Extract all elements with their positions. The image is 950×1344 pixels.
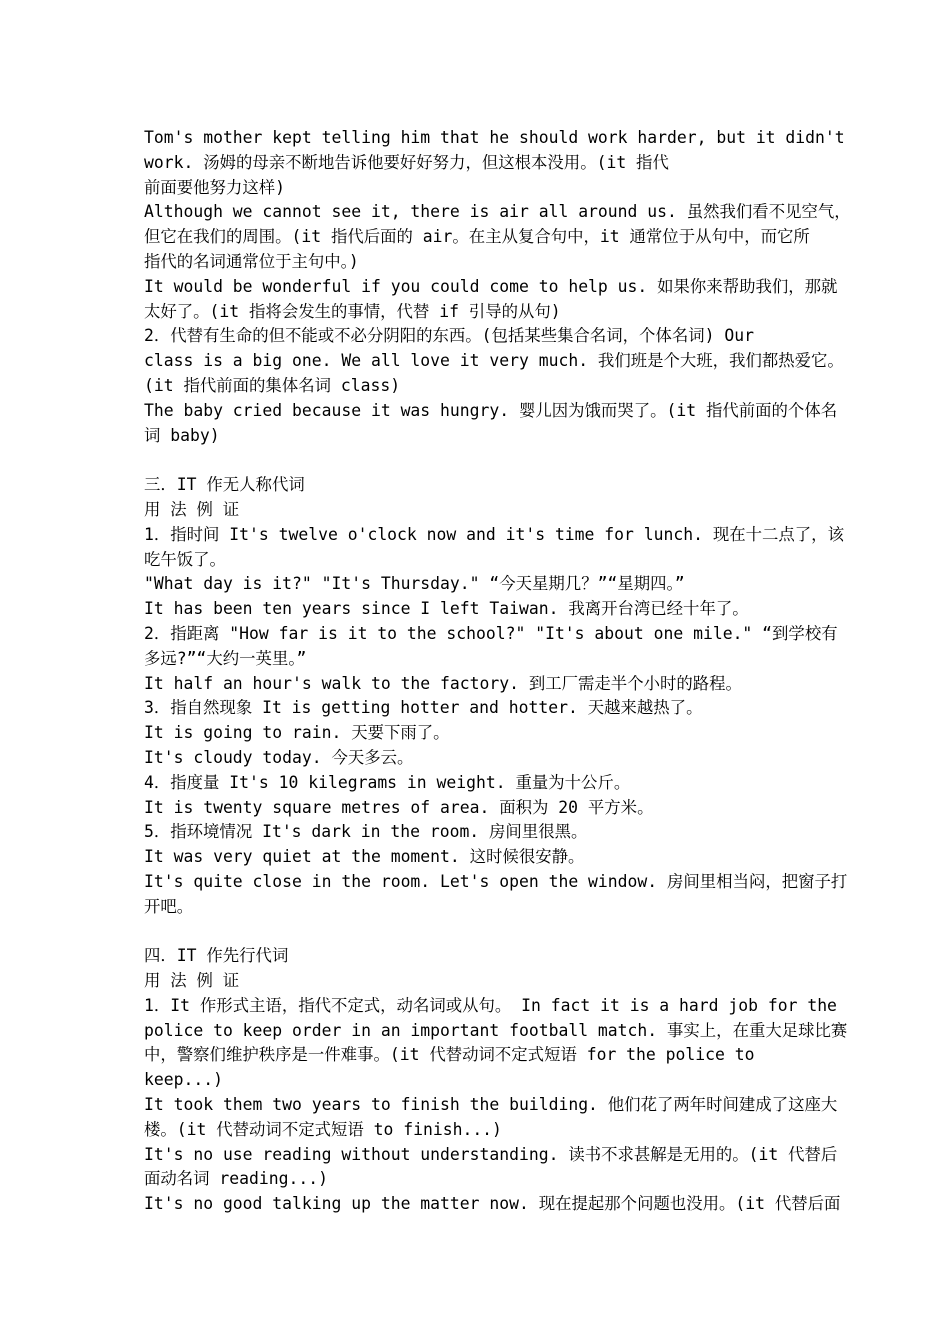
text-line: 中，警察们维护秩序是一件难事。(it 代替动词不定式短语 for the police to	[144, 1045, 755, 1065]
text-line: It is going to rain. 天要下雨了。	[144, 723, 450, 743]
text-line: 5．指环境情况 It's dark in the room. 房间里很黑。	[144, 822, 588, 842]
text-line: (it 指代前面的集体名词 class)	[144, 375, 401, 395]
text-line: 用 法 例 证	[144, 971, 240, 991]
text-line: Tom's mother kept telling him that he should work harder, but it didn't	[144, 128, 845, 147]
text-line: 2．指距离 "How far is it to the school?" "It's about one mile." “到学校有	[144, 623, 838, 643]
text-line: 太好了。(it 指将会发生的事情，代替 if 引导的从句)	[144, 301, 561, 321]
text-line: 2．代替有生命的但不能或不必分阴阳的东西。(包括某些集合名词，个体名词) Our	[144, 326, 754, 346]
text-line: 开吧。	[144, 896, 194, 916]
blank-line	[144, 448, 862, 473]
text-line: Although we cannot see it, there is air all around us. 虽然我们看不见空气，	[144, 202, 851, 222]
document-body	[144, 126, 862, 1217]
text-line: It's quite close in the room. Let's open the window. 房间里相当闷，把窗子打	[144, 871, 848, 891]
text-line: 3．指自然现象 It is getting hotter and hotter. 天越来越热了。	[144, 698, 703, 718]
text-line: It would be wonderful if you could come to help us. 如果你来帮助我们，那就	[144, 276, 838, 296]
text-line: 吃午饭了。	[144, 549, 226, 569]
blank-line	[144, 920, 862, 945]
text-line: police to keep order in an important football match. 事实上，在重大足球比赛	[144, 1020, 848, 1040]
text-line: keep...)	[144, 1070, 223, 1090]
section-heading: 四．IT 作先行代词	[144, 946, 289, 966]
text-line: "What day is it?" "It's Thursday." “今天星期几？”“星期四。”	[144, 574, 685, 594]
text-line: It's cloudy today. 今天多云。	[144, 747, 414, 767]
text-line: It is twenty square metres of area. 面积为 20 平方米。	[144, 797, 654, 817]
text-line: 但它在我们的周围。(it 指代后面的 air。在主从复合句中，it 通常位于从句中，而它所	[144, 227, 810, 247]
text-line: It was very quiet at the moment. 这时候很安静。	[144, 847, 585, 867]
text-line: It half an hour's walk to the factory. 到工厂需走半个小时的路程。	[144, 673, 742, 693]
text-line: The baby cried because it was hungry. 婴儿因为饿而哭了。(it 指代前面的个体名	[144, 400, 838, 420]
text-line: It took them two years to finish the building. 他们花了两年时间建成了这座大	[144, 1095, 838, 1115]
text-line: 多远?”“大约一英里。”	[144, 648, 307, 668]
text-line: 指代的名词通常位于主句中。)	[144, 251, 359, 271]
text-line: It has been ten years since I left Taiwan. 我离开台湾已经十年了。	[144, 599, 749, 619]
text-line: 词 baby)	[144, 425, 220, 445]
text-line: 用 法 例 证	[144, 499, 240, 519]
text-line: 前面要他努力这样)	[144, 177, 285, 197]
text-line: It's no use reading without understanding. 读书不求甚解是无用的。(it 代替后	[144, 1144, 838, 1164]
text-line: It's no good talking up the matter now. 现在提起那个问题也没用。(it 代替后面	[144, 1194, 841, 1214]
text-line: 1．指时间 It's twelve o'clock now and it's time for lunch. 现在十二点了，该	[144, 524, 844, 544]
text-line: 1．It 作形式主语，指代不定式，动名词或从句。 In fact it is a hard job for the	[144, 995, 837, 1015]
text-line: 面动名词 reading...)	[144, 1169, 328, 1189]
text-line: work. 汤姆的母亲不断地告诉他要好好努力，但这根本没用。(it 指代	[144, 152, 669, 172]
text-line: class is a big one. We all love it very much. 我们班是个大班，我们都热爱它。	[144, 351, 844, 371]
text-line: 楼。(it 代替动词不定式短语 to finish...)	[144, 1119, 502, 1139]
section-heading: 三．IT 作无人称代词	[144, 475, 305, 495]
text-line: 4．指度量 It's 10 kilegrams in weight. 重量为十公斤。	[144, 772, 631, 792]
